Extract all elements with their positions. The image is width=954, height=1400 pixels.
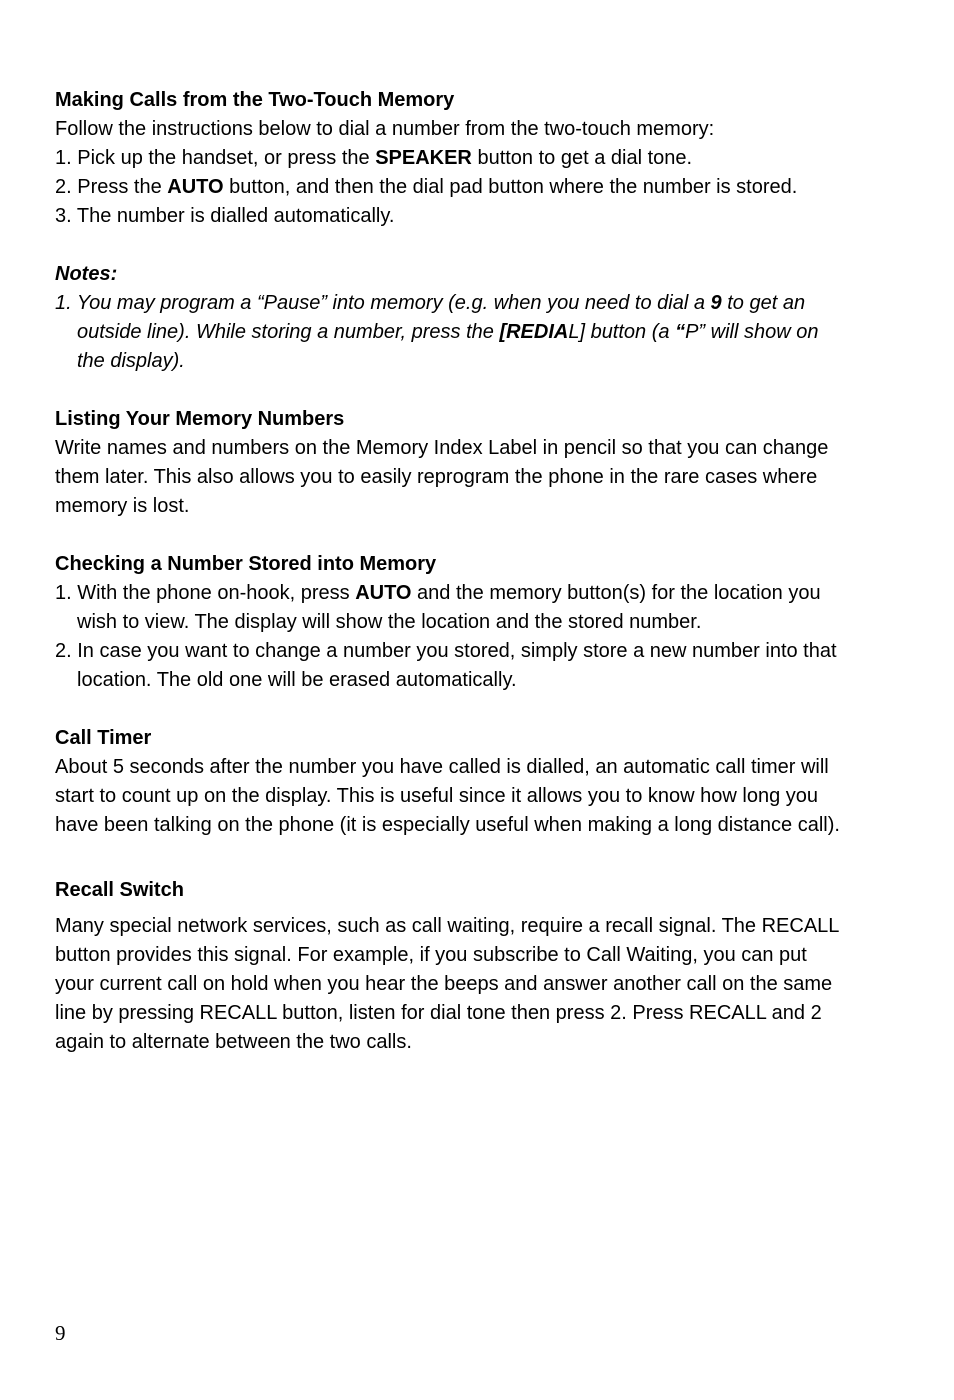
spacer [55,376,915,405]
note-text: P” will show on [685,321,819,343]
paragraph-line: line by pressing RECALL button, listen for dial tone then press 2. Press RECALL and 2 [55,1002,822,1024]
manual-page [55,86,915,1057]
section-heading: Listing Your Memory Numbers [55,408,345,430]
redial-key-label: [REDIA [499,321,569,343]
intro-text: Follow the instructions below to dial a number from the two-touch memory: [55,118,715,140]
step-2 [55,173,915,202]
step-text: button to get a dial tone. [471,147,693,169]
paragraph-line: your current call on hold when you hear the beeps and answer another call on the same [55,973,833,995]
note-text: to get an [721,292,806,314]
note-bold-quote: “ [675,321,686,343]
check-item-2: 2. In case you want to change a number you stored, simply store a new number into that [55,640,837,662]
speaker-key-label: SPEAKER [375,147,472,169]
step-text: 2. Press the [55,176,168,198]
section-listing-memory-numbers [55,405,915,521]
item-text: 1. With the phone on-hook, press [55,582,356,604]
note-1-line-2 [55,318,915,347]
check-item-1 [55,579,915,608]
spacer [55,231,915,260]
check-item-2-cont: location. The old one will be erased automatically. [77,669,517,691]
section-heading: Checking a Number Stored into Memory [55,553,437,575]
spacer [55,521,915,550]
paragraph-line: Many special network services, such as call waiting, require a recall signal. The RECALL [55,915,840,937]
paragraph-line: button provides this signal. For example, if you subscribe to Call Waiting, you can put [55,944,807,966]
check-item-1-cont: wish to view. The display will show the location and the stored number. [77,611,702,633]
note-text: 1. You may program a “Pause” into memory (e.g. when you need to dial a [55,292,711,314]
section-call-timer [55,724,915,840]
note-text: outside line). While storing a number, press the [77,321,500,343]
step-text: button, and then the dial pad button where the number is stored. [223,176,798,198]
section-heading: Call Timer [55,727,152,749]
section-two-touch-memory [55,86,915,231]
note-1-line-3: the display). [77,350,185,372]
step-1 [55,144,915,173]
paragraph-line: them later. This also allows you to easily reprogram the phone in the rare cases where [55,466,818,488]
paragraph-line: memory is lost. [55,495,190,517]
paragraph-line: have been talking on the phone (it is especially useful when making a long distance call). [55,814,840,836]
paragraph-line: start to count up on the display. This is useful since it allows you to know how long you [55,785,819,807]
section-notes [55,260,915,376]
note-bold-digit: 9 [710,292,722,314]
spacer [55,840,915,876]
auto-key-label: AUTO [167,176,224,198]
notes-heading: Notes: [55,263,118,285]
spacer [55,905,915,912]
note-text: L] button (a [568,321,676,343]
paragraph-line: Write names and numbers on the Memory Index Label in pencil so that you can change [55,437,829,459]
paragraph-line: About 5 seconds after the number you have called is dialled, an automatic call timer will [55,756,829,778]
spacer [55,695,915,724]
auto-key-label: AUTO [355,582,412,604]
section-checking-stored-number [55,550,915,695]
note-1-line-1 [55,289,915,318]
section-recall-switch [55,876,915,1057]
step-text: 1. Pick up the handset, or press the [55,147,376,169]
item-text: and the memory button(s) for the location you [411,582,821,604]
section-heading: Making Calls from the Two-Touch Memory [55,89,455,111]
paragraph-line: again to alternate between the two calls. [55,1031,412,1053]
section-heading: Recall Switch [55,879,184,901]
page-number: 9 [55,1321,66,1345]
step-3: 3. The number is dialled automatically. [55,205,395,227]
